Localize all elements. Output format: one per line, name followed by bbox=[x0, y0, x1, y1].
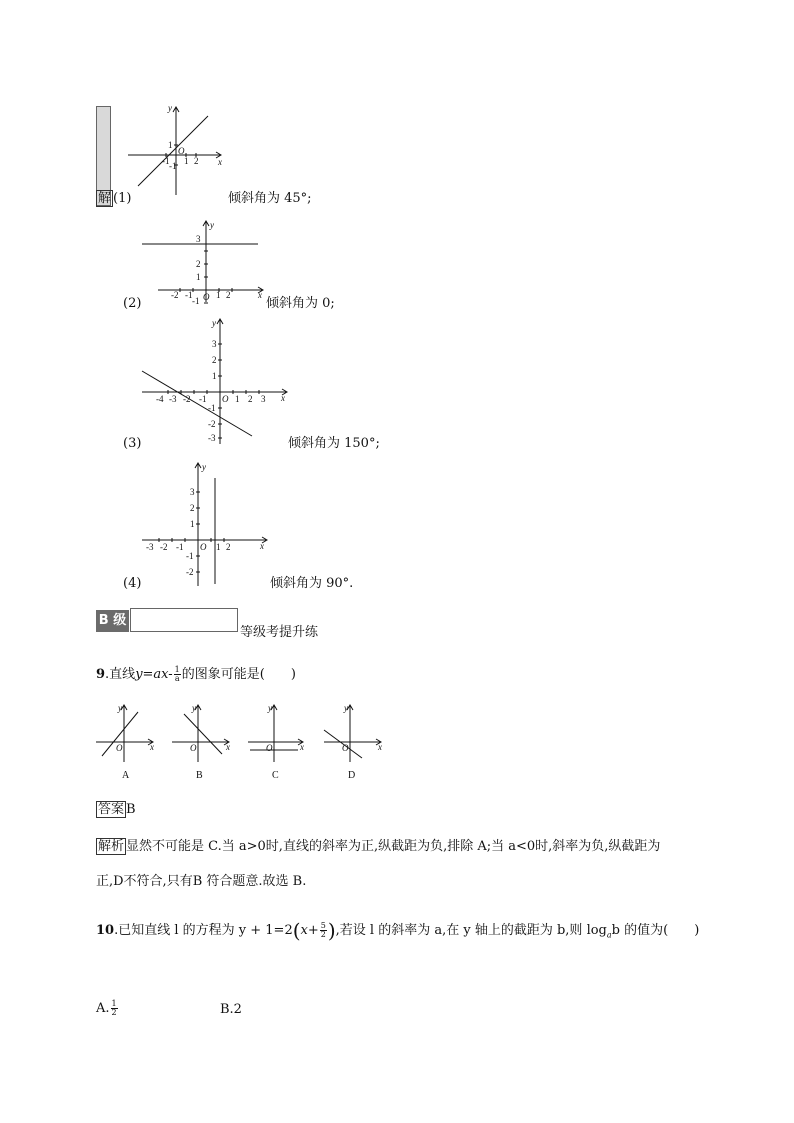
g3-xtick: 2 bbox=[248, 394, 253, 404]
q9-c-xlabel: x bbox=[300, 742, 304, 752]
q9-b-ylabel: y bbox=[192, 703, 196, 713]
q10-frac-num: 5 bbox=[320, 921, 326, 930]
q9-c-origin: O bbox=[266, 743, 273, 753]
g1-xlabel: x bbox=[218, 157, 222, 167]
part-3-num: (3) bbox=[123, 436, 142, 451]
q9-stem-pre: .直线 bbox=[105, 667, 136, 682]
g2-xtick: 2 bbox=[226, 290, 231, 300]
q10-paren-inner: x+ bbox=[300, 923, 319, 938]
g1-origin: O bbox=[178, 146, 185, 156]
q9-b-xlabel: x bbox=[226, 742, 230, 752]
graph-2 bbox=[138, 218, 270, 306]
section-title: 等级考提升练 bbox=[240, 625, 319, 640]
q10-frac-den: 2 bbox=[320, 930, 326, 939]
g3-xtick: -3 bbox=[169, 394, 177, 404]
q9-option-b-label: B bbox=[196, 770, 203, 781]
g1-line bbox=[138, 116, 208, 186]
g1-ylabel: y bbox=[168, 103, 172, 113]
g4-ytick: -1 bbox=[186, 551, 194, 561]
q9-formula: y=ax- bbox=[135, 667, 173, 682]
q9-a-ylabel: y bbox=[118, 703, 122, 713]
q10-log-base: a bbox=[606, 930, 612, 940]
q9-d-xlabel: x bbox=[378, 742, 382, 752]
q10-stem-post: ,若设 l 的斜率为 a,在 y 轴上的截距为 b,则 log bbox=[335, 923, 607, 938]
q10-opt-a-num: 1 bbox=[111, 999, 117, 1008]
part-4-num: (4) bbox=[123, 576, 142, 591]
q10-stem-pre: .已知直线 l 的方程为 y + 1=2 bbox=[114, 923, 293, 938]
part-2-num: (2) bbox=[123, 296, 142, 311]
g3-xtick: -2 bbox=[183, 394, 191, 404]
q9-frac-den: a bbox=[174, 674, 180, 683]
g3-ytick: 3 bbox=[212, 339, 217, 349]
g2-ytick: 2 bbox=[196, 259, 201, 269]
question-10 bbox=[96, 918, 700, 944]
analysis-text-1: 显然不可能是 C.当 a>0时,直线的斜率为正,纵截距为负,排除 A;当 a<0时,斜率为负,纵截距为 bbox=[126, 839, 661, 854]
g2-ytick: 3 bbox=[196, 234, 201, 244]
g1-xtick: -1 bbox=[162, 156, 170, 166]
analysis-label: 解析 bbox=[98, 839, 125, 854]
g2-xtick: -2 bbox=[171, 290, 179, 300]
graph-1 bbox=[120, 100, 230, 202]
g1-xtick: 2 bbox=[194, 156, 199, 166]
g3-ytick: -1 bbox=[208, 403, 216, 413]
g3-xtick: 3 bbox=[261, 394, 266, 404]
g3-xtick: 1 bbox=[235, 394, 240, 404]
q10-fraction bbox=[320, 922, 327, 939]
g1-xtick: 1 bbox=[184, 156, 189, 166]
g4-xtick: 1 bbox=[216, 542, 221, 552]
g3-ytick: 2 bbox=[212, 355, 217, 365]
q9-number: 9 bbox=[96, 667, 106, 682]
q10-close-paren: ) bbox=[327, 918, 336, 943]
q9-frac-num: 1 bbox=[174, 665, 180, 674]
analysis-line-2: 正,D不符合,只有B 符合题意.故选 B. bbox=[96, 874, 307, 889]
q9-c-ylabel: y bbox=[268, 703, 272, 713]
answer-value: B bbox=[126, 802, 136, 817]
g4-origin: O bbox=[200, 542, 207, 552]
part-3-text: 倾斜角为 150°; bbox=[288, 436, 380, 451]
part-4-text: 倾斜角为 90°. bbox=[270, 576, 354, 591]
part-1-text: 倾斜角为 45°; bbox=[228, 191, 312, 206]
q10-option-a-label: A. bbox=[96, 1001, 110, 1016]
q10-number: 10 bbox=[96, 923, 115, 938]
q10-option-a bbox=[96, 1000, 119, 1017]
g3-ytick: -3 bbox=[208, 433, 216, 443]
solution-label: 解 bbox=[98, 191, 112, 206]
g3-ytick: 1 bbox=[212, 371, 217, 381]
g4-ylabel: y bbox=[202, 462, 206, 472]
graph-4 bbox=[138, 458, 272, 588]
g2-ytick: -1 bbox=[192, 296, 200, 306]
g4-xtick: -3 bbox=[146, 542, 154, 552]
section-badge: B 级 bbox=[96, 610, 129, 632]
q10-open-paren: ( bbox=[292, 918, 301, 943]
g4-ytick: 1 bbox=[190, 519, 195, 529]
q10-option-b: B.2 bbox=[220, 1002, 242, 1017]
question-9 bbox=[96, 666, 296, 683]
solution-part-1 bbox=[96, 191, 131, 207]
graph-3 bbox=[138, 314, 294, 450]
q9-fraction bbox=[174, 666, 181, 683]
answer-line bbox=[96, 802, 136, 818]
g1-ytick: 1 bbox=[168, 140, 173, 150]
q9-option-graphs bbox=[92, 700, 392, 786]
q9-d-origin: O bbox=[342, 743, 349, 753]
q10-opt-a-den: 2 bbox=[111, 1008, 117, 1017]
g3-xlabel: x bbox=[281, 393, 285, 403]
g2-xlabel: x bbox=[258, 290, 262, 300]
g4-xtick: -1 bbox=[176, 542, 184, 552]
q9-a-xlabel: x bbox=[150, 742, 154, 752]
g3-origin: O bbox=[222, 394, 229, 404]
q9-stem-post: 的图象可能是( ) bbox=[181, 667, 296, 682]
g2-origin: O bbox=[203, 292, 210, 302]
part-2-text: 倾斜角为 0; bbox=[266, 296, 335, 311]
q10-stem-end: b 的值为( ) bbox=[611, 923, 700, 938]
g2-xtick: -1 bbox=[185, 290, 193, 300]
q9-option-a-label: A bbox=[122, 770, 130, 781]
g4-ytick: 2 bbox=[190, 503, 195, 513]
g2-xtick: 1 bbox=[216, 290, 221, 300]
g2-ytick: 1 bbox=[196, 272, 201, 282]
analysis-line-1 bbox=[96, 839, 660, 855]
g3-xtick: -4 bbox=[156, 394, 164, 404]
q9-d-ylabel: y bbox=[344, 703, 348, 713]
g4-xtick: 2 bbox=[226, 542, 231, 552]
g2-ylabel: y bbox=[210, 220, 214, 230]
g1-ytick: -1 bbox=[169, 161, 177, 171]
answer-label: 答案 bbox=[98, 802, 125, 817]
q9-option-d-label: D bbox=[348, 770, 356, 781]
section-badge-box bbox=[130, 608, 238, 632]
q10-option-a-fraction bbox=[111, 1000, 118, 1017]
g4-ytick: -2 bbox=[186, 567, 194, 577]
g3-ytick: -2 bbox=[208, 419, 216, 429]
g4-ytick: 3 bbox=[190, 487, 195, 497]
q9-b-origin: O bbox=[190, 743, 197, 753]
q9-option-c-label: C bbox=[272, 770, 279, 781]
q9-a-origin: O bbox=[116, 743, 123, 753]
part-1-num: (1) bbox=[113, 191, 132, 206]
g4-xtick: -2 bbox=[160, 542, 168, 552]
g3-xtick: -1 bbox=[199, 394, 207, 404]
g3-ylabel: y bbox=[212, 318, 216, 328]
g4-xlabel: x bbox=[260, 541, 264, 551]
